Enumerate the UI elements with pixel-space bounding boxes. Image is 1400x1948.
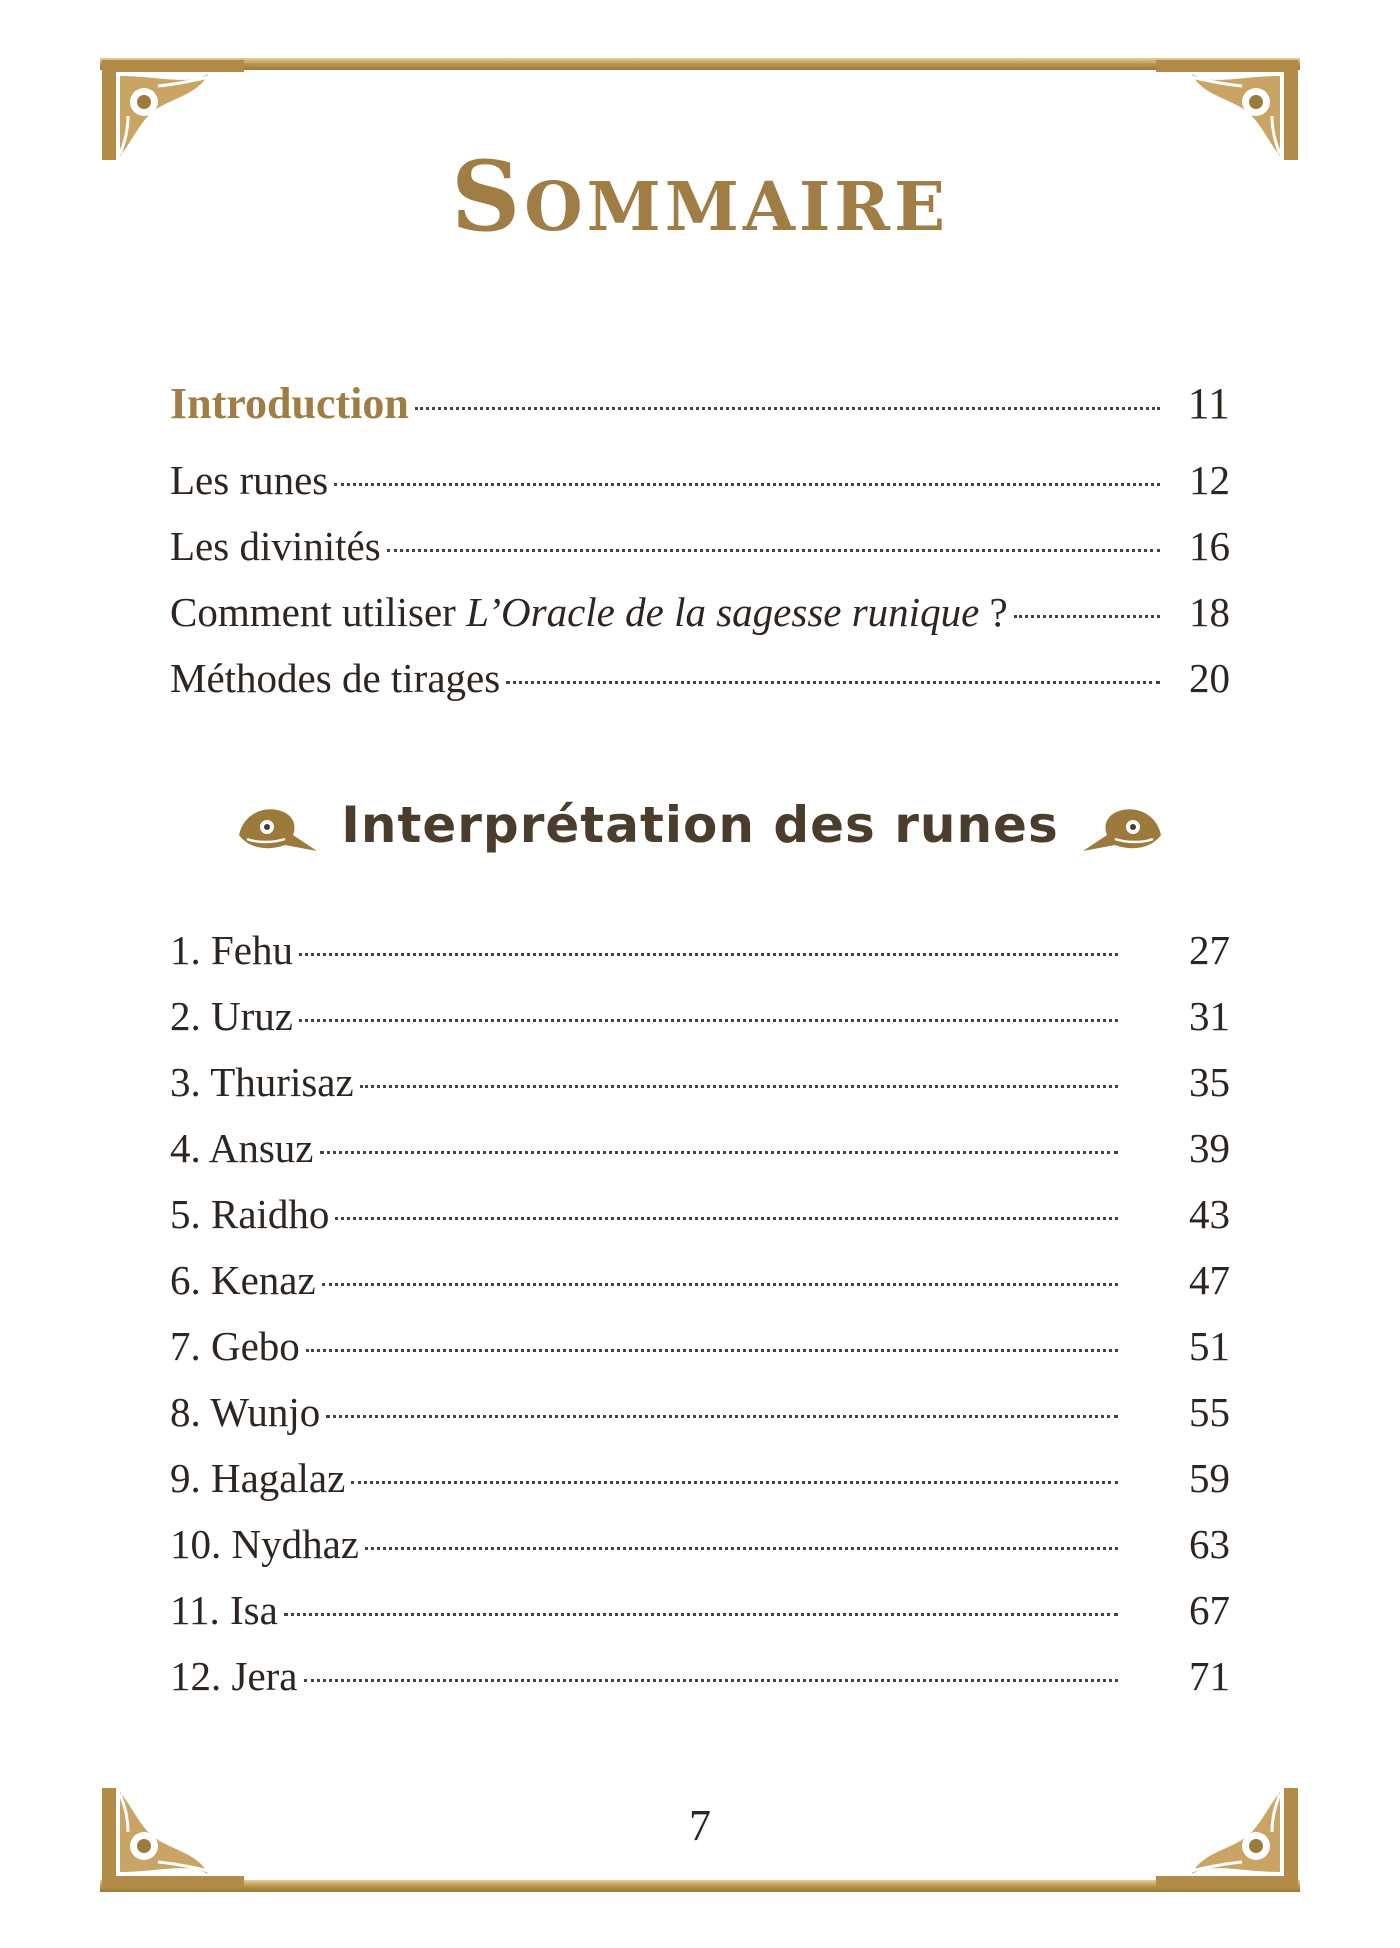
toc-entry-page: 20 [1189,655,1230,701]
leader-dots [506,681,1160,684]
intro-toc [170,378,1230,720]
top-border [100,58,1300,70]
toc-entry-page: 39 [1189,1125,1230,1171]
toc-entry-page: 71 [1189,1653,1230,1699]
toc-entry-page: 27 [1189,927,1230,973]
toc-entry-label: 1. Fehu [170,927,293,973]
leader-dots [299,953,1118,956]
toc-entry-page: 43 [1189,1191,1230,1237]
leader-dots [320,1151,1119,1154]
leader-dots [306,1349,1118,1352]
toc-entry[interactable] [170,1256,1230,1322]
toc-entry-page: 31 [1189,993,1230,1039]
toc-entry[interactable] [170,1586,1230,1652]
leader-dots [360,1085,1118,1088]
toc-entry-page: 18 [1189,589,1230,635]
toc-entry-label: Méthodes de tirages [170,655,501,701]
section-heading [0,785,1400,865]
toc-entry-label: Introduction [170,379,409,428]
leader-dots [334,483,1160,486]
toc-entry-label: 11. Isa [170,1587,278,1633]
toc-entry-label-prefix: Comment utiliser [170,589,467,635]
toc-entry-label: 8. Wunjo [170,1389,321,1435]
toc-entry-page: 35 [1189,1059,1230,1105]
toc-entry-label: 6. Kenaz [170,1257,316,1303]
leader-dots [387,549,1160,552]
toc-entry-page: 16 [1189,523,1230,569]
toc-entry-label: 3. Thurisaz [170,1059,354,1105]
toc-entry[interactable] [170,1388,1230,1454]
toc-entry[interactable] [170,926,1230,992]
toc-entry-label: 9. Hagalaz [170,1455,346,1501]
toc-entry[interactable] [170,522,1230,588]
toc-entry-label: 7. Gebo [170,1323,300,1369]
toc-entry-label: Les runes [170,457,329,503]
toc-entry-label: 2. Uruz [170,993,293,1039]
toc-entry[interactable] [170,1322,1230,1388]
book-title-italic: L’Oracle de la sagesse runique [466,589,980,635]
toc-entry-page: 55 [1189,1389,1230,1435]
toc-entry-page: 47 [1189,1257,1230,1303]
leader-dots [365,1547,1118,1550]
leader-dots [322,1283,1118,1286]
toc-entry[interactable] [170,588,1230,654]
leader-dots [415,407,1160,410]
toc-entry[interactable] [170,1454,1230,1520]
leader-dots [1014,615,1160,618]
toc-entry-page: 12 [1189,457,1230,503]
leader-dots [351,1481,1118,1484]
toc-entry-page: 67 [1189,1587,1230,1633]
bottom-border [100,1880,1300,1892]
toc-entry-page: 59 [1189,1455,1230,1501]
toc-entry[interactable] [170,378,1230,456]
bird-head-ornament-icon [233,795,319,855]
page-title: Sommaire [450,140,950,253]
toc-entry-label: 4. Ansuz [170,1125,314,1171]
leader-dots [304,1679,1118,1682]
toc-entry-page: 63 [1189,1521,1230,1567]
toc-entry[interactable] [170,1058,1230,1124]
bird-head-ornament-icon [1081,795,1167,855]
toc-entry-label: Les divinités [170,523,381,569]
toc-entry[interactable] [170,1190,1230,1256]
toc-entry-label: 5. Raidho [170,1191,330,1237]
toc-entry-label: 10. Nydhaz [170,1521,360,1567]
toc-entry[interactable] [170,456,1230,522]
toc-entry[interactable] [170,1652,1230,1718]
toc-entry-page: 11 [1187,379,1230,428]
page-number: 7 [689,1801,711,1850]
leader-dots [326,1415,1118,1418]
leader-dots [284,1613,1118,1616]
leader-dots [335,1217,1118,1220]
leader-dots [299,1019,1118,1022]
toc-entry-label: 12. Jera [170,1653,298,1699]
toc-entry-label-suffix: ? [979,589,1008,635]
runes-toc [170,926,1230,1718]
section-title: Interprétation des runes [341,796,1059,854]
toc-entry[interactable] [170,1124,1230,1190]
toc-entry-page: 51 [1189,1323,1230,1369]
toc-entry[interactable] [170,992,1230,1058]
toc-entry-label [170,588,1008,636]
toc-entry[interactable] [170,1520,1230,1586]
toc-entry[interactable] [170,654,1230,720]
